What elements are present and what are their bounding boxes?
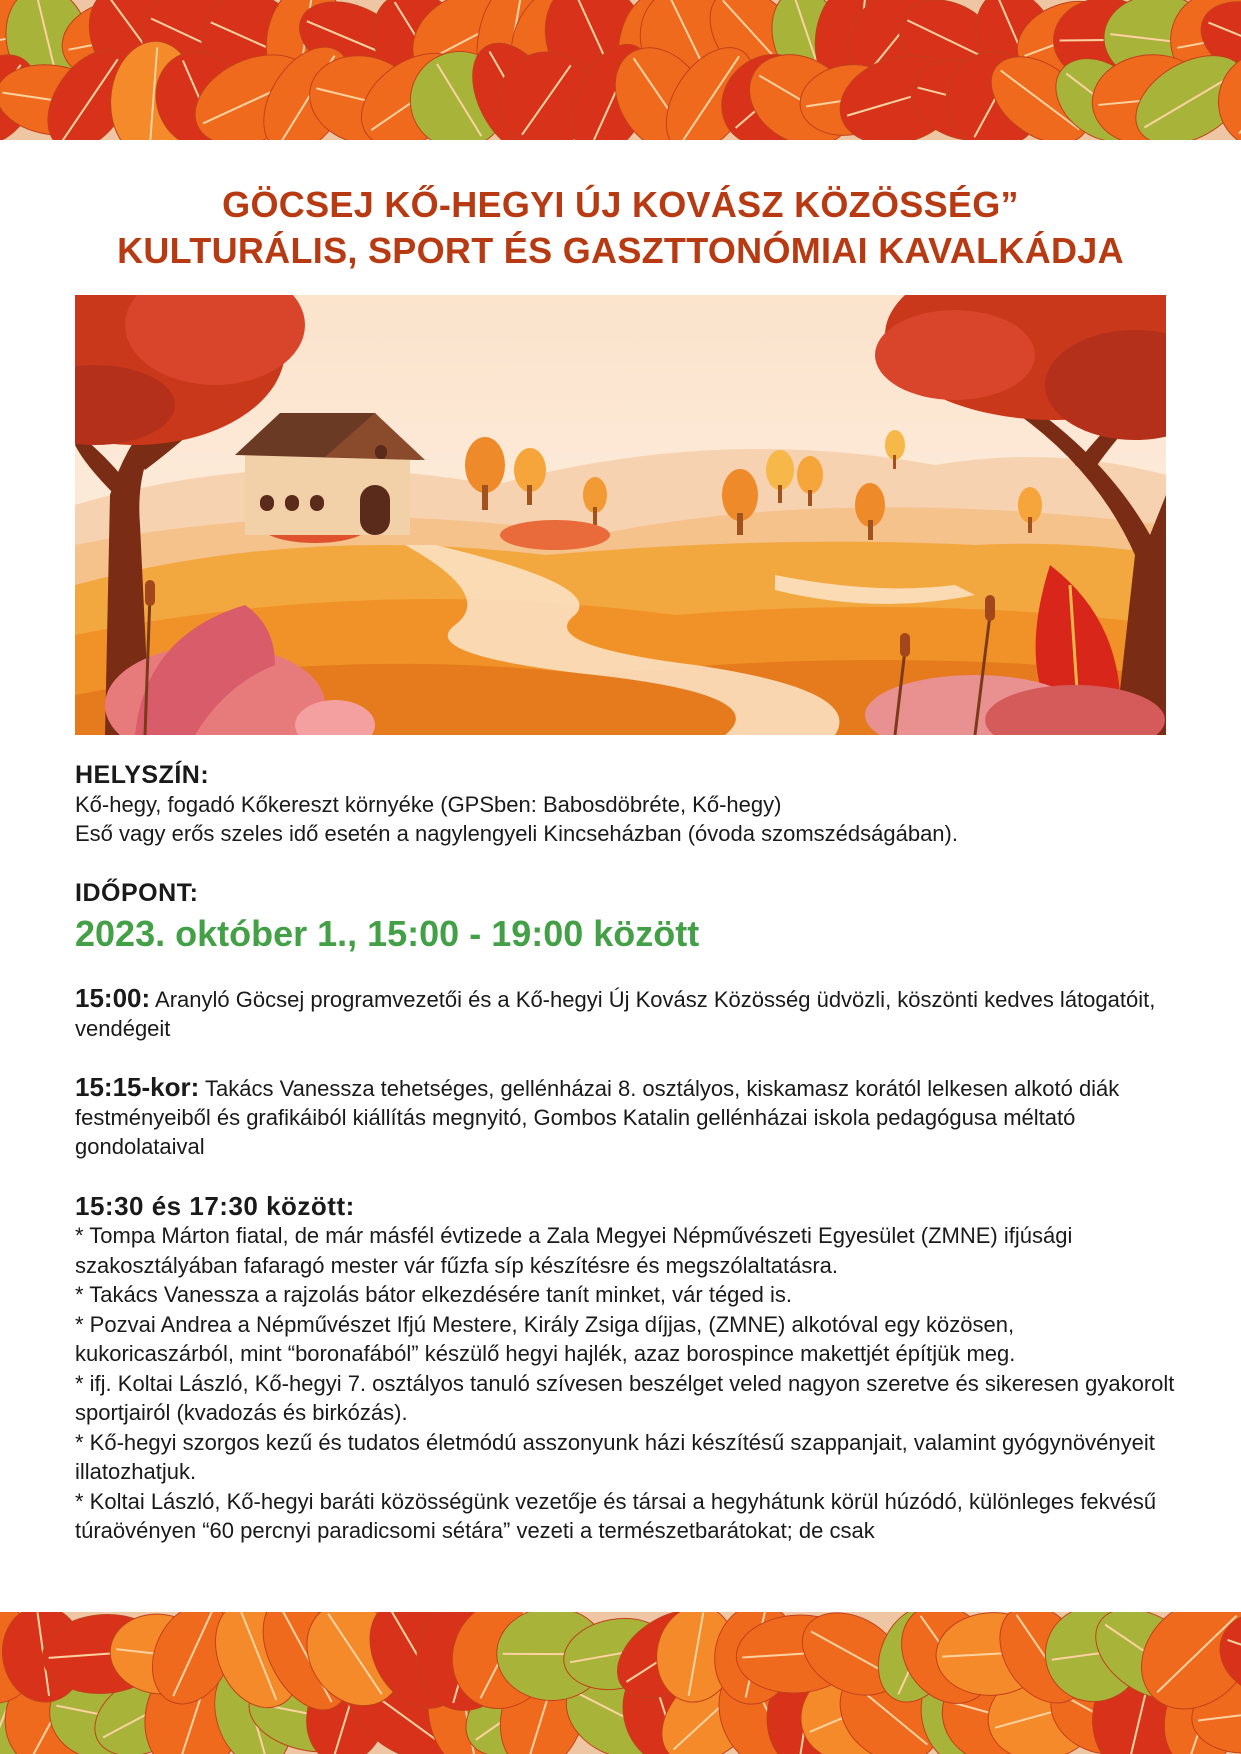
list-item: * Pozvai Andrea a Népművészet Ifjú Mestere, Király Zsiga díjjas, (ZMNE) alkotóval egy közösen, kukoricaszárból, mint “boronafából” készülő hegyi hajlék, azaz borospince makettjét építjük meg. <box>75 1311 1016 1366</box>
program-text: Aranyló Göcsej programvezetői és a Kő-hegyi Új Kovász Közösség üdvözli, köszönti kedves látogatóit, vendégeit <box>75 987 1156 1041</box>
location-line-2: Eső vagy erős szeles idő esetén a nagylengyeli Kincseházban (óvoda szomszédságában). <box>75 821 958 846</box>
event-date: 2023. október 1., 15:00 - 19:00 között <box>75 913 700 954</box>
time-label: IDŐPONT: <box>75 879 199 907</box>
program-item <box>75 1073 1175 1161</box>
page-title <box>40 182 1201 274</box>
autumn-landscape-illustration <box>75 295 1166 735</box>
title-line-1: GÖCSEJ KŐ-HEGYI ÚJ KOVÁSZ KÖZÖSSÉG” <box>222 184 1019 225</box>
title-line-2: KULTURÁLIS, SPORT ÉS GASZTTONÓMIAI KAVALKÁDJA <box>117 230 1124 271</box>
program-time: 15:00: <box>75 983 151 1013</box>
list-item: * Kő-hegyi szorgos kezű és tudatos életmódú asszonyunk házi készítésű szappanjait, valamint gyógynövényeit illatozhatjuk. <box>75 1429 1155 1484</box>
program-item <box>75 984 1175 1043</box>
bottom-leaf-border <box>0 1606 1241 1754</box>
top-leaf-border <box>0 0 1241 146</box>
workshop-label: 15:30 és 17:30 között: <box>75 1191 355 1221</box>
location-section <box>75 760 1175 848</box>
program-text: Takács Vanessza tehetséges, gellénházai 8. osztályos, kiskamasz korától lelkesen alkotó diák festményeiből és grafikáiból kiállítás megnyitó, Gombos Katalin gellénházai iskola pedagógusa méltató gondolataival <box>75 1076 1120 1159</box>
list-item: * Takács Vanessza a rajzolás bátor elkezdésére tanít minket, vár téged is. <box>75 1282 792 1307</box>
location-line-1: Kő-hegy, fogadó Kőkereszt környéke (GPSben: Babosdöbréte, Kő-hegy) <box>75 792 782 817</box>
workshop-section <box>75 1191 1175 1546</box>
list-item: * Koltai László, Kő-hegyi baráti közösségünk vezetője és társai a hegyhátunk körül húzódó, különleges fekvésű túraövényen “60 percnyi paradicsomi sétára” vezeti a természetbarátokat; de csak <box>75 1488 1157 1543</box>
event-content <box>75 760 1175 1546</box>
program-time: 15:15-kor: <box>75 1072 200 1102</box>
location-label: HELYSZÍN: <box>75 761 210 789</box>
list-item: * ifj. Koltai László, Kő-hegyi 7. osztályos tanuló szívesen beszélget veled nagyon szeretve és sikeresen gyakorolt sportjairól (kvadozás és birkózás). <box>75 1370 1175 1425</box>
list-item: * Tompa Márton fiatal, de már másfél évtizede a Zala Megyei Népművészeti Egyesület (ZMNE) ifjúsági szakosztályában fafaragó mester vár fűzfa síp készítésre és megszólaltatásra. <box>75 1223 1073 1278</box>
time-section <box>75 878 1175 956</box>
